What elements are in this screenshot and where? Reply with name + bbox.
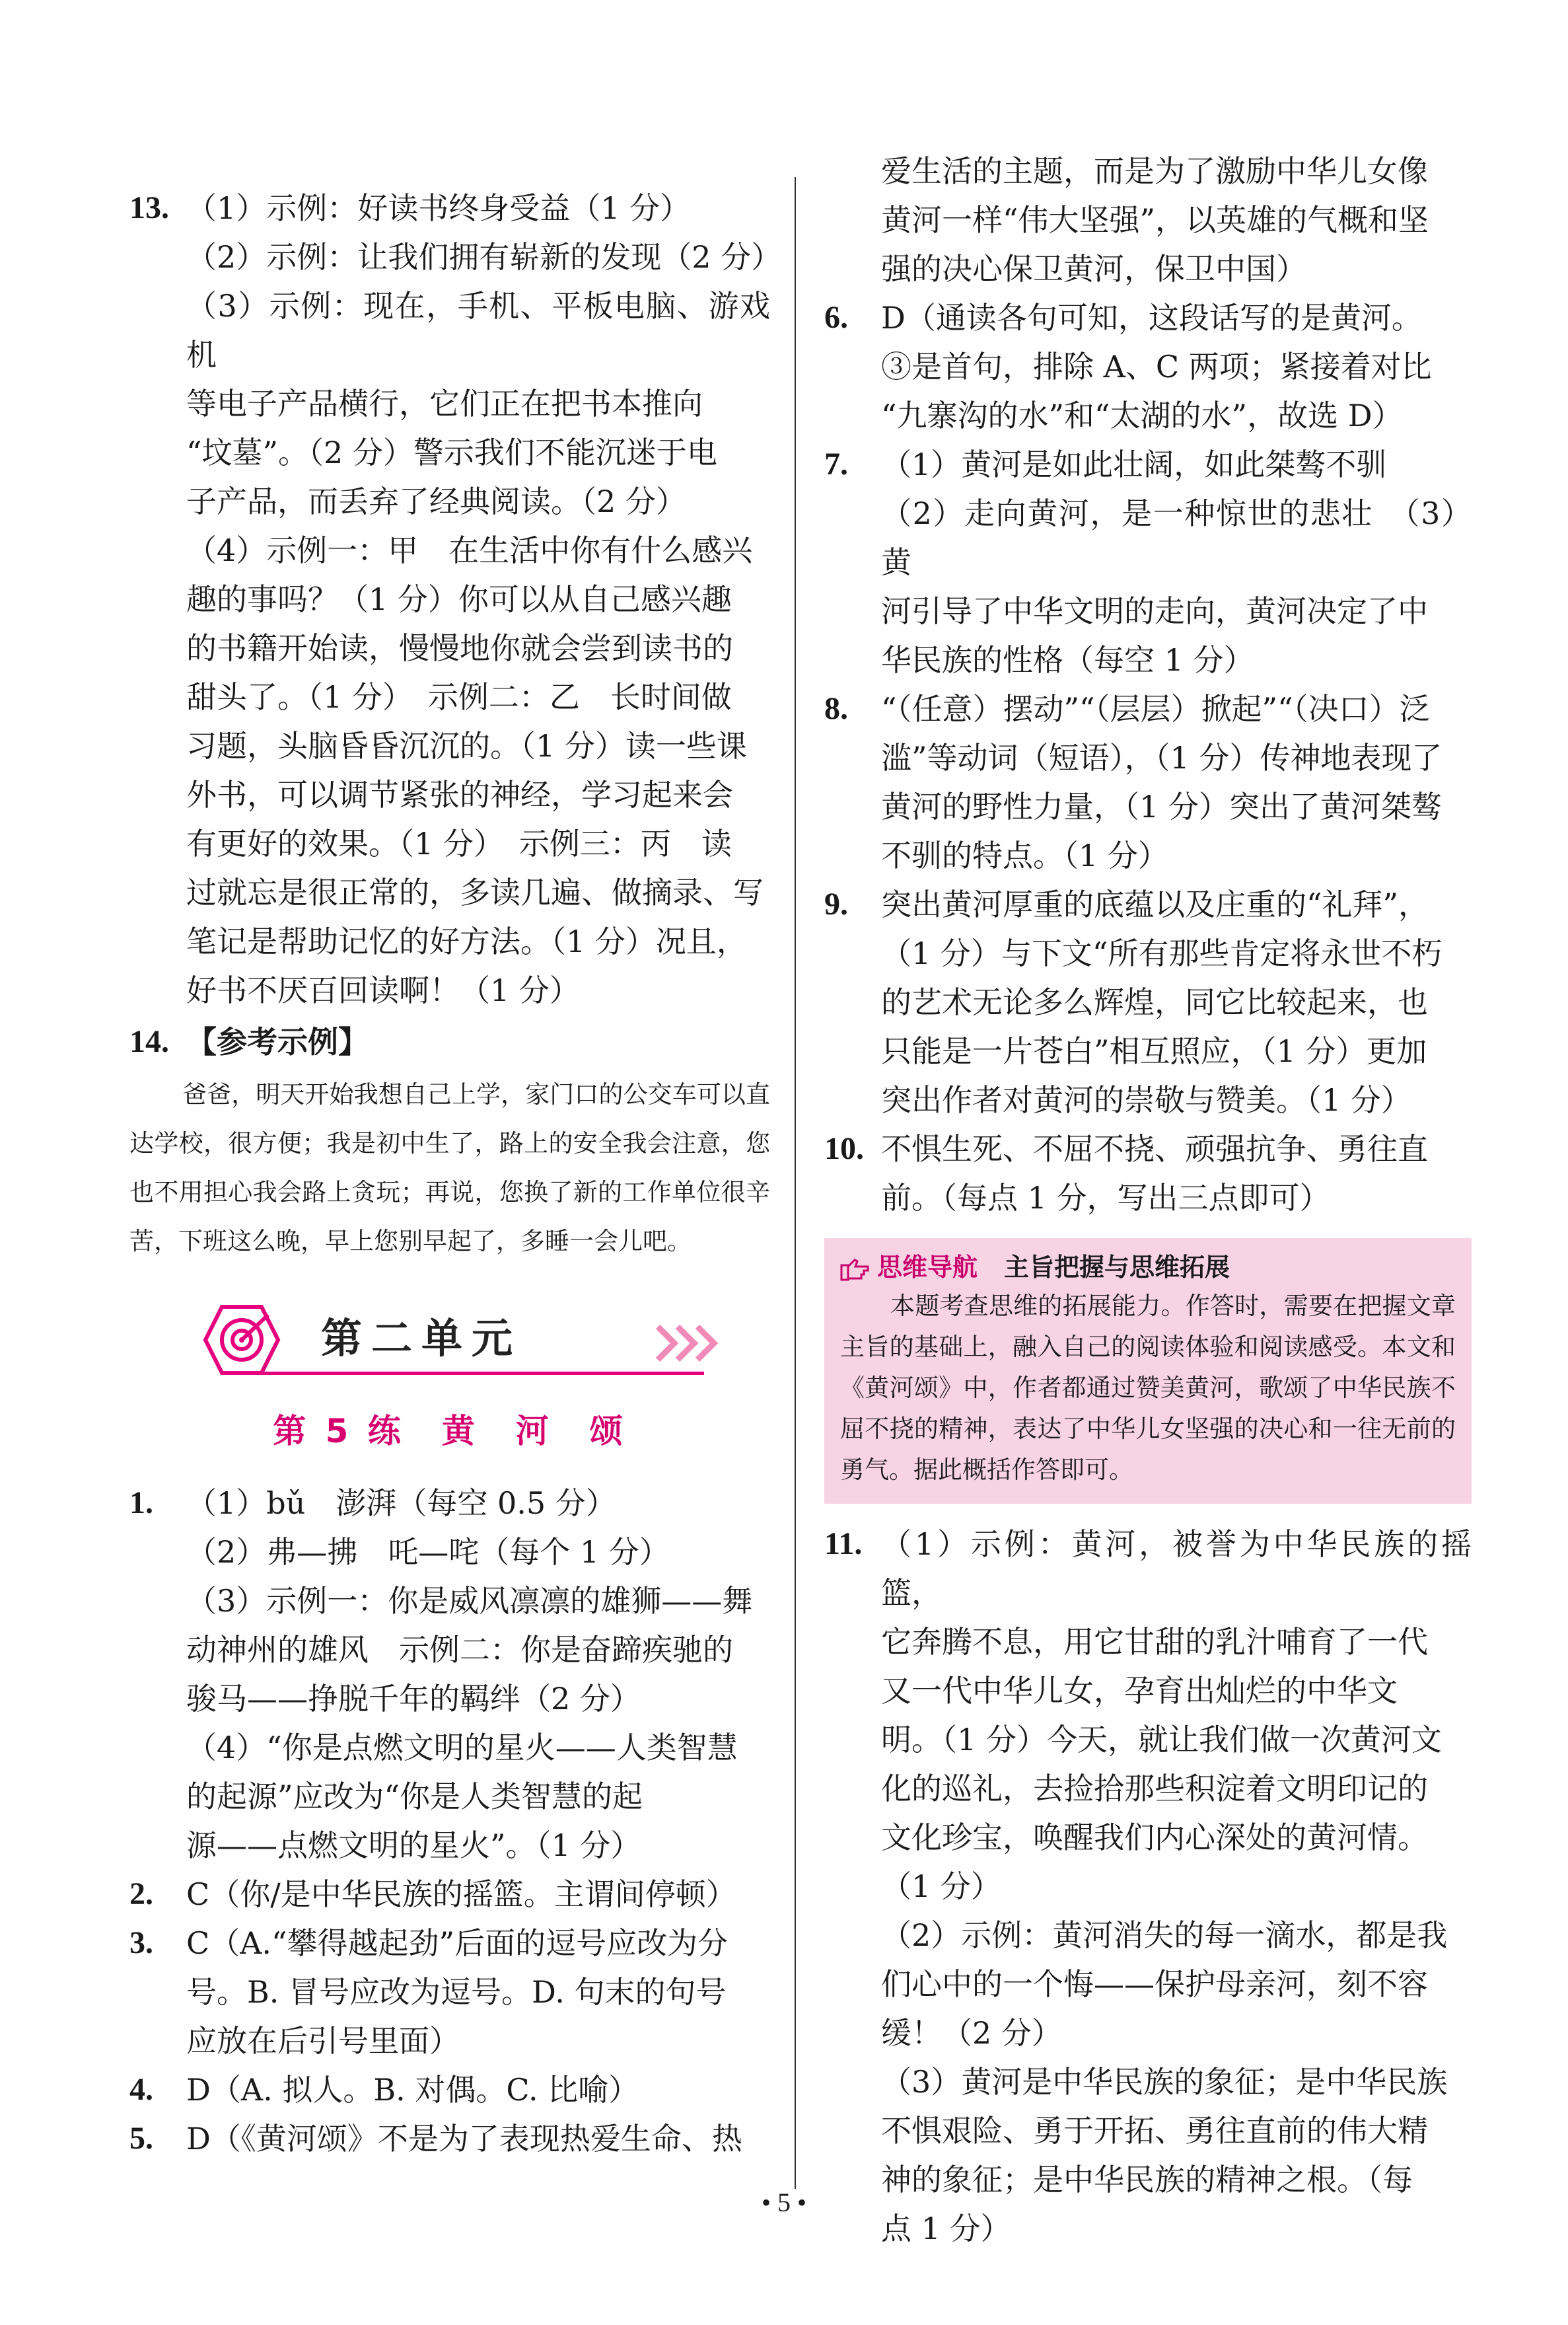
question-number: 2. [129, 1876, 153, 1911]
right-column [824, 147, 1472, 2253]
column-divider [795, 177, 796, 2189]
nav-body: 本题考查思维的拓展能力。作答时，需要在把握文章主旨的基础上，融入自己的阅读体验和阅读感受。本文和《黄河颂》中，作者都通过赞美黄河，歌颂了中华民族不屈不挠的精神，表达了中华儿女坚强的决心和一往无前的勇气。据此概括作答即可。 [840, 1292, 1456, 1484]
question-10 [824, 1125, 1472, 1222]
question-13 [129, 184, 782, 1015]
answer-line: 明。（1 分）今天，就让我们做一次黄河文 [881, 1722, 1442, 1757]
question-number: 4. [129, 2072, 153, 2107]
answer-line: （1 分） [881, 1868, 1001, 1904]
question-number: 3. [129, 1925, 153, 1960]
question-number: 8. [824, 691, 848, 726]
answer-line: 有更好的效果。（1 分） 示例三：丙 读 [186, 826, 732, 862]
answer-line: ③是首句，排除 A、C 两项；紧接着对比 [881, 349, 1432, 385]
answer-line: C（你/是中华民族的摇篮。主谓间停顿） [186, 1876, 736, 1912]
answer-line: 应放在后引号里面） [186, 2023, 460, 2059]
answer-line: 等电子产品横行，它们正在把书本推向 [186, 386, 703, 422]
answer-line: 黄河一样“伟大坚强”，以英雄的气概和坚 [881, 202, 1429, 238]
answer-line: 缓！（2 分） [881, 2015, 1062, 2051]
left-column [129, 184, 782, 2163]
answer-line: 源——点燃文明的星火”。（1 分） [186, 1827, 641, 1863]
answer-line: （1）黄河是如此壮阔，如此桀骜不驯 [881, 447, 1387, 482]
answer-line: 的书籍开始读，慢慢地你就会尝到读书的 [186, 630, 733, 666]
reference-heading: 【参考示例】 [186, 1024, 369, 1060]
answer-line: （3）黄河是中华民族的象征；是中华民族 [881, 2064, 1448, 2100]
question-number: 10. [824, 1131, 864, 1166]
answer-line: 外书，可以调节紧张的神经，学习起来会 [186, 777, 733, 813]
question-number: 14. [129, 1024, 169, 1059]
target-icon [202, 1300, 281, 1380]
question-number: 1. [129, 1485, 153, 1520]
question-8 [824, 684, 1472, 880]
answer-line: D（A. 拟人。B. 对偶。C. 比喻） [186, 2072, 639, 2108]
answer-line: 它奔腾不息，用它甘甜的乳汁哺育了一代 [881, 1624, 1428, 1660]
page-number: • 5 • [761, 2188, 806, 2217]
answer-line: 河引导了中华文明的走向，黄河决定了中 [881, 593, 1428, 629]
answer-line: （3）示例：现在，手机、平板电脑、游戏机 [186, 288, 770, 373]
answer-line: （1 分）与下文“所有那些肯定将永世不朽 [881, 936, 1443, 971]
answer-line: D（通读各句可知，这段话写的是黄河。 [881, 300, 1422, 336]
answer-line: 滥”等动词（短语），（1 分）传神地表现了 [881, 740, 1443, 776]
answer-line: 突出作者对黄河的崇敬与赞美。（1 分） [881, 1082, 1411, 1118]
answer-line: 不驯的特点。（1 分） [881, 838, 1168, 873]
answer-line: 骏马——挣脱千年的羁绊（2 分） [186, 1681, 641, 1716]
answer-line: 文化珍宝，唤醒我们内心深处的黄河情。 [881, 1820, 1428, 1855]
answer-line: 强的决心保卫黄河，保卫中国） [881, 251, 1306, 287]
answer-line: D（《黄河颂》不是为了表现热爱生命、热 [186, 2121, 742, 2157]
answer-line: （2）示例：黄河消失的每一滴水，都是我 [881, 1917, 1448, 1953]
question-7 [824, 440, 1472, 684]
answer-line: 只能是一片苍白”相互照应，（1 分）更加 [881, 1033, 1427, 1069]
answer-line: 黄河的野性力量，（1 分）突出了黄河桀骜 [881, 789, 1442, 825]
unit-banner [202, 1292, 770, 1385]
question-number: 5. [129, 2121, 153, 2156]
double-arrow-icon [651, 1320, 731, 1366]
answer-line: 动神州的雄风 示例二：你是奋蹄疾驰的 [186, 1632, 733, 1668]
answer-line: （4）示例一：甲 在生活中你有什么感兴 [186, 533, 753, 568]
thinking-navigation-box [824, 1238, 1472, 1504]
pointing-hand-icon [840, 1257, 871, 1281]
answer-line: 的起源”应改为“你是人类智慧的起 [186, 1779, 643, 1814]
question-11 [824, 1520, 1472, 2253]
answer-line: 不惧艰险、勇于开拓、勇往直前的伟大精 [881, 2113, 1428, 2149]
question-number: 11. [824, 1526, 863, 1561]
answer-line: （1）示例：好读书终身受益（1 分） [186, 190, 691, 226]
question-number: 9. [824, 887, 848, 922]
answer-line: C（A.“攀得越起劲”后面的逗号应改为分 [186, 1925, 729, 1961]
answer-line: 习题，头脑昏昏沉沉的。（1 分）读一些课 [186, 728, 747, 764]
nav-header [840, 1249, 1456, 1286]
question-number: 13. [129, 190, 169, 225]
answer-line: 趣的事吗？（1 分）你可以从自己感兴趣 [186, 581, 732, 617]
answer-line: （3）示例一：你是威风凛凛的雄狮——舞 [186, 1583, 753, 1619]
answer-line: 华民族的性格（每空 1 分） [881, 642, 1254, 678]
answer-line: “坟墓”。（2 分）警示我们不能沉迷于电 [186, 435, 717, 470]
unit-title: 第二单元 [321, 1314, 522, 1362]
answer-line: 子产品，而丢弃了经典阅读。（2 分） [186, 484, 686, 519]
answer-line: 不惧生死、不屈不挠、顽强抗争、勇往直 [881, 1131, 1428, 1167]
answer-line: “九寨沟的水”和“太湖的水”，故选 D） [881, 398, 1403, 433]
answer-line: 化的巡礼，去捡拾那些积淀着文明印记的 [881, 1771, 1428, 1806]
answer-line: 神的象征；是中华民族的精神之根。（每 [881, 2162, 1413, 2197]
answer-line: 爱生活的主题，而是为了激励中华儿女像 [881, 153, 1428, 189]
question-3 [129, 1919, 770, 2065]
answer-line: （1）bǔ 澎湃（每空 0.5 分） [186, 1485, 616, 1521]
answer-line: “（任意）摆动”“（层层）掀起”“（决口）泛 [881, 691, 1430, 727]
answer-line: 突出黄河厚重的底蕴以及庄重的“礼拜”， [881, 887, 1429, 922]
answer-line: 前。（每点 1 分，写出三点即可） [881, 1180, 1330, 1216]
question-number: 6. [824, 300, 848, 335]
answer-line: 过就忘是很正常的，多读几遍、做摘录、写 [186, 875, 764, 910]
reference-sample: 爸爸，明天开始我想自己上学，家门口的公交车可以直达学校，很方便；我是初中生了，路上的安全我会注意，您也不用担心我会路上贪玩；再说，您换了新的工作单位很辛苦，下班这么晚，早上您别早起了，多睡一会儿吧。 [129, 1080, 770, 1255]
answer-line: 们心中的一个悔——保护母亲河，刻不容 [881, 1966, 1428, 2002]
answer-line: （2）示例：让我们拥有崭新的发现（2 分） [186, 239, 782, 275]
answer-line: （1）示例：黄河，被誉为中华民族的摇篮， [881, 1526, 1472, 1611]
answer-line: （2）弗—拂 吒—咤（每个 1 分） [186, 1534, 670, 1570]
unit-underline [229, 1372, 704, 1375]
answer-line: 好书不厌百回读啊！（1 分） [186, 973, 580, 1008]
question-9 [824, 880, 1472, 1125]
answer-line: （2）走向黄河，是一种惊世的悲壮 （3）黄 [881, 496, 1472, 580]
question-6 [824, 293, 1472, 440]
answer-line: 点 1 分） [881, 2211, 1011, 2246]
answer-line: 的艺术无论多么辉煌，同它比较起来，也 [881, 984, 1428, 1020]
question-1 [129, 1479, 770, 1870]
question-14 [129, 1017, 770, 1066]
question-5 [129, 2114, 770, 2163]
question-number: 7. [824, 447, 848, 482]
answer-line: 又一代中华儿女，孕育出灿烂的中华文 [881, 1673, 1398, 1709]
nav-title: 主旨把握与思维拓展 [1004, 1253, 1230, 1282]
answer-line: 笔记是帮助记忆的好方法。（1 分）况且， [186, 924, 747, 959]
answer-line: 号。B. 冒号应改为逗号。D. 句末的句号 [186, 1974, 727, 2010]
lesson-title: 第 5 练 黄 河 颂 [273, 1412, 627, 1450]
answer-line: （4）“你是点燃文明的星火——人类智慧 [186, 1730, 738, 1765]
answer-line: 甜头了。（1 分） 示例二：乙 长时间做 [186, 679, 732, 715]
question-4 [129, 2065, 770, 2114]
nav-label: 思维导航 [877, 1253, 978, 1282]
question-2 [129, 1870, 770, 1919]
question-5-continued [824, 147, 1472, 293]
